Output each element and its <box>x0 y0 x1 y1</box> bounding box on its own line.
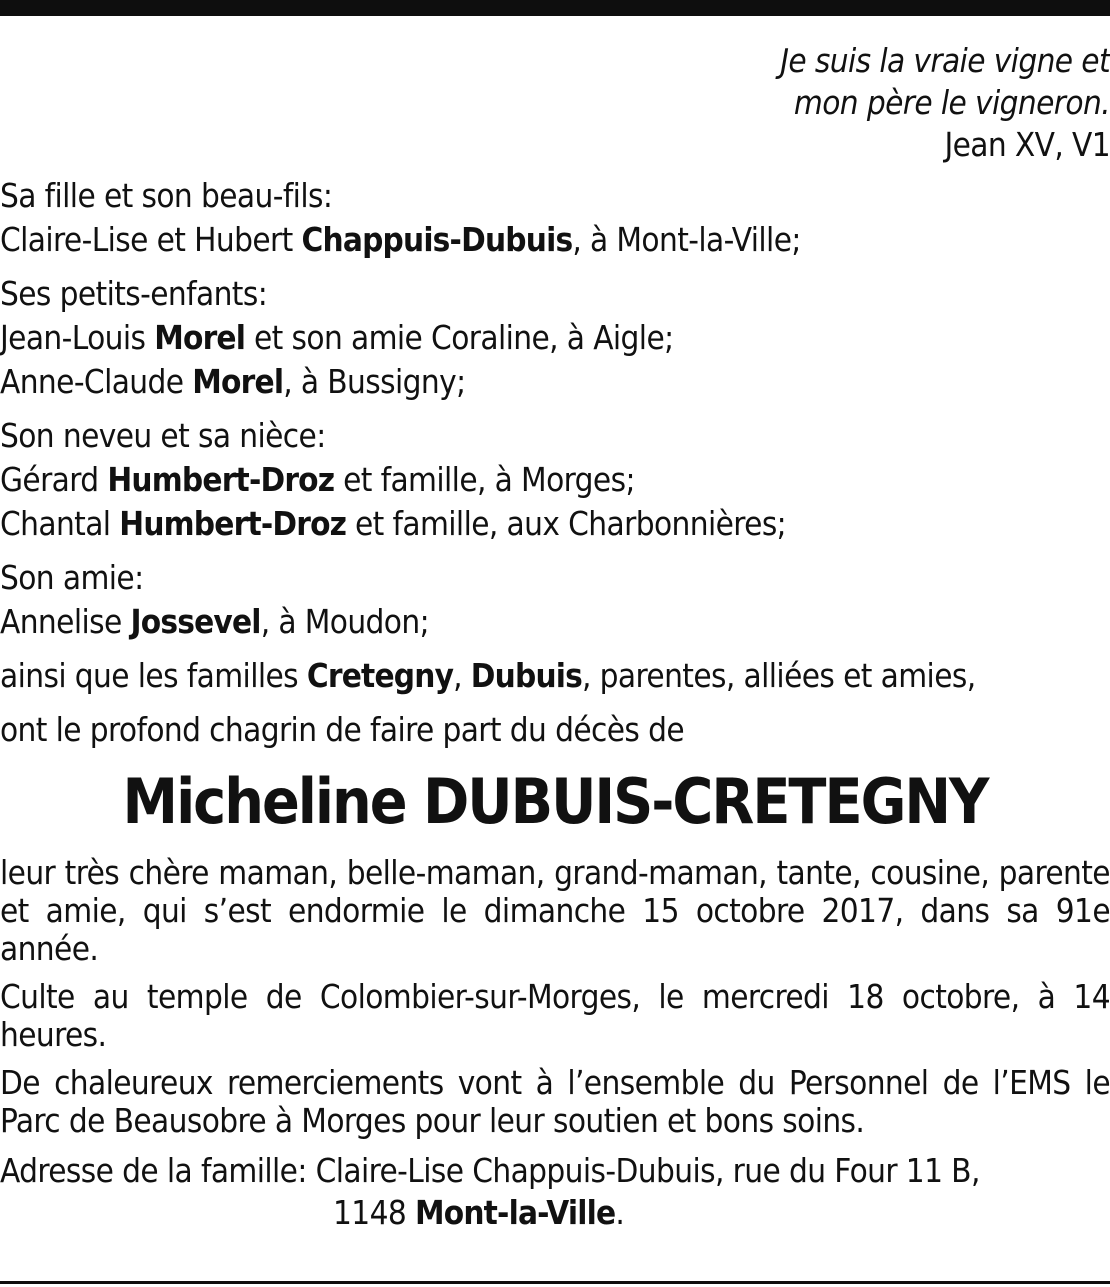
families-suffix: , parentes, alliées et amies, <box>582 656 976 695</box>
epigraph-line-2: mon père le vigneron. <box>793 83 1110 122</box>
grandchild-2-first-name: Anne-Claude <box>0 362 193 401</box>
niece-surname: Humbert-Droz <box>119 504 347 543</box>
daughter-line <box>0 218 1110 262</box>
niece-details: et famille, aux Charbonnières; <box>346 504 787 543</box>
announcement-line: ont le profond chagrin de faire part du décès de <box>0 710 685 749</box>
families-line <box>0 654 1110 698</box>
grandchild-1-surname: Morel <box>154 318 246 357</box>
epigraph-reference: Jean XV, V1 <box>944 125 1110 164</box>
nephew-first-name: Gérard <box>0 460 108 499</box>
nephew-niece-heading: Son neveu et sa nièce: <box>0 416 326 455</box>
grandchild-1-line <box>0 316 1110 360</box>
family-name-dubuis: Dubuis <box>470 656 583 695</box>
top-rule <box>0 0 1110 16</box>
address-postcode: 1148 <box>333 1193 415 1232</box>
friend-surname: Jossevel <box>130 602 261 641</box>
deceased-name: Micheline DUBUIS-CRETEGNY <box>122 765 988 838</box>
grandchildren-block <box>0 272 1110 404</box>
thanks-paragraph: De chaleureux remerciements vont à l’ensemble du Personnel de l’EMS le Parc de Beausobre à Morges pour leur soutien et bons soins. <box>0 1063 1110 1140</box>
grandchildren-heading: Ses petits-enfants: <box>0 274 268 313</box>
friend-block <box>0 556 1110 644</box>
announcement-block <box>0 708 1110 752</box>
friend-line <box>0 600 1110 644</box>
bottom-rule <box>0 1281 1110 1284</box>
families-separator: , <box>453 656 471 695</box>
daughter-first-names: Claire-Lise et Hubert <box>0 220 302 259</box>
families-prefix: ainsi que les familles <box>0 656 307 695</box>
grandchild-2-surname: Morel <box>192 362 284 401</box>
address-end: . <box>615 1193 625 1232</box>
grandchild-2-line <box>0 360 1110 404</box>
niece-first-name: Chantal <box>0 504 120 543</box>
nephew-niece-block <box>0 414 1110 546</box>
address-line-1: Adresse de la famille: Claire-Lise Chappuis-Dubuis, rue du Four 11 B, <box>0 1151 980 1190</box>
epigraph <box>0 40 1110 166</box>
nephew-details: et famille, à Morges; <box>334 460 635 499</box>
obituary-notice <box>0 40 1110 1234</box>
daughter-surname: Chappuis-Dubuis <box>301 220 573 259</box>
daughter-location: , à Mont-la-Ville; <box>572 220 801 259</box>
friend-first-name: Annelise <box>0 602 131 641</box>
niece-line <box>0 502 1110 546</box>
family-name-cretegny: Cretegny <box>306 656 454 695</box>
friend-heading: Son amie: <box>0 558 144 597</box>
grandchild-2-details: , à Bussigny; <box>283 362 466 401</box>
address-town: Mont-la-Ville <box>414 1193 616 1232</box>
nephew-line <box>0 458 1110 502</box>
daughter-heading: Sa fille et son beau-fils: <box>0 176 333 215</box>
families-block <box>0 654 1110 698</box>
daughter-block <box>0 174 1110 262</box>
grandchild-1-details: et son amie Coraline, à Aigle; <box>245 318 674 357</box>
family-address <box>0 1150 1110 1234</box>
tribute-paragraph: leur très chère maman, belle-maman, grand-maman, tante, cousine, parente et amie, qui s’est endormie le dimanche 15 octobre 2017, dans sa 91e année. <box>0 853 1110 968</box>
nephew-surname: Humbert-Droz <box>107 460 335 499</box>
friend-location: , à Moudon; <box>260 602 429 641</box>
grandchild-1-first-name: Jean-Louis <box>0 318 155 357</box>
address-line-2 <box>0 1192 1110 1234</box>
epigraph-line-1: Je suis la vraie vigne et <box>780 41 1110 80</box>
service-paragraph: Culte au temple de Colombier-sur-Morges, le mercredi 18 octobre, à 14 heures. <box>0 977 1110 1054</box>
